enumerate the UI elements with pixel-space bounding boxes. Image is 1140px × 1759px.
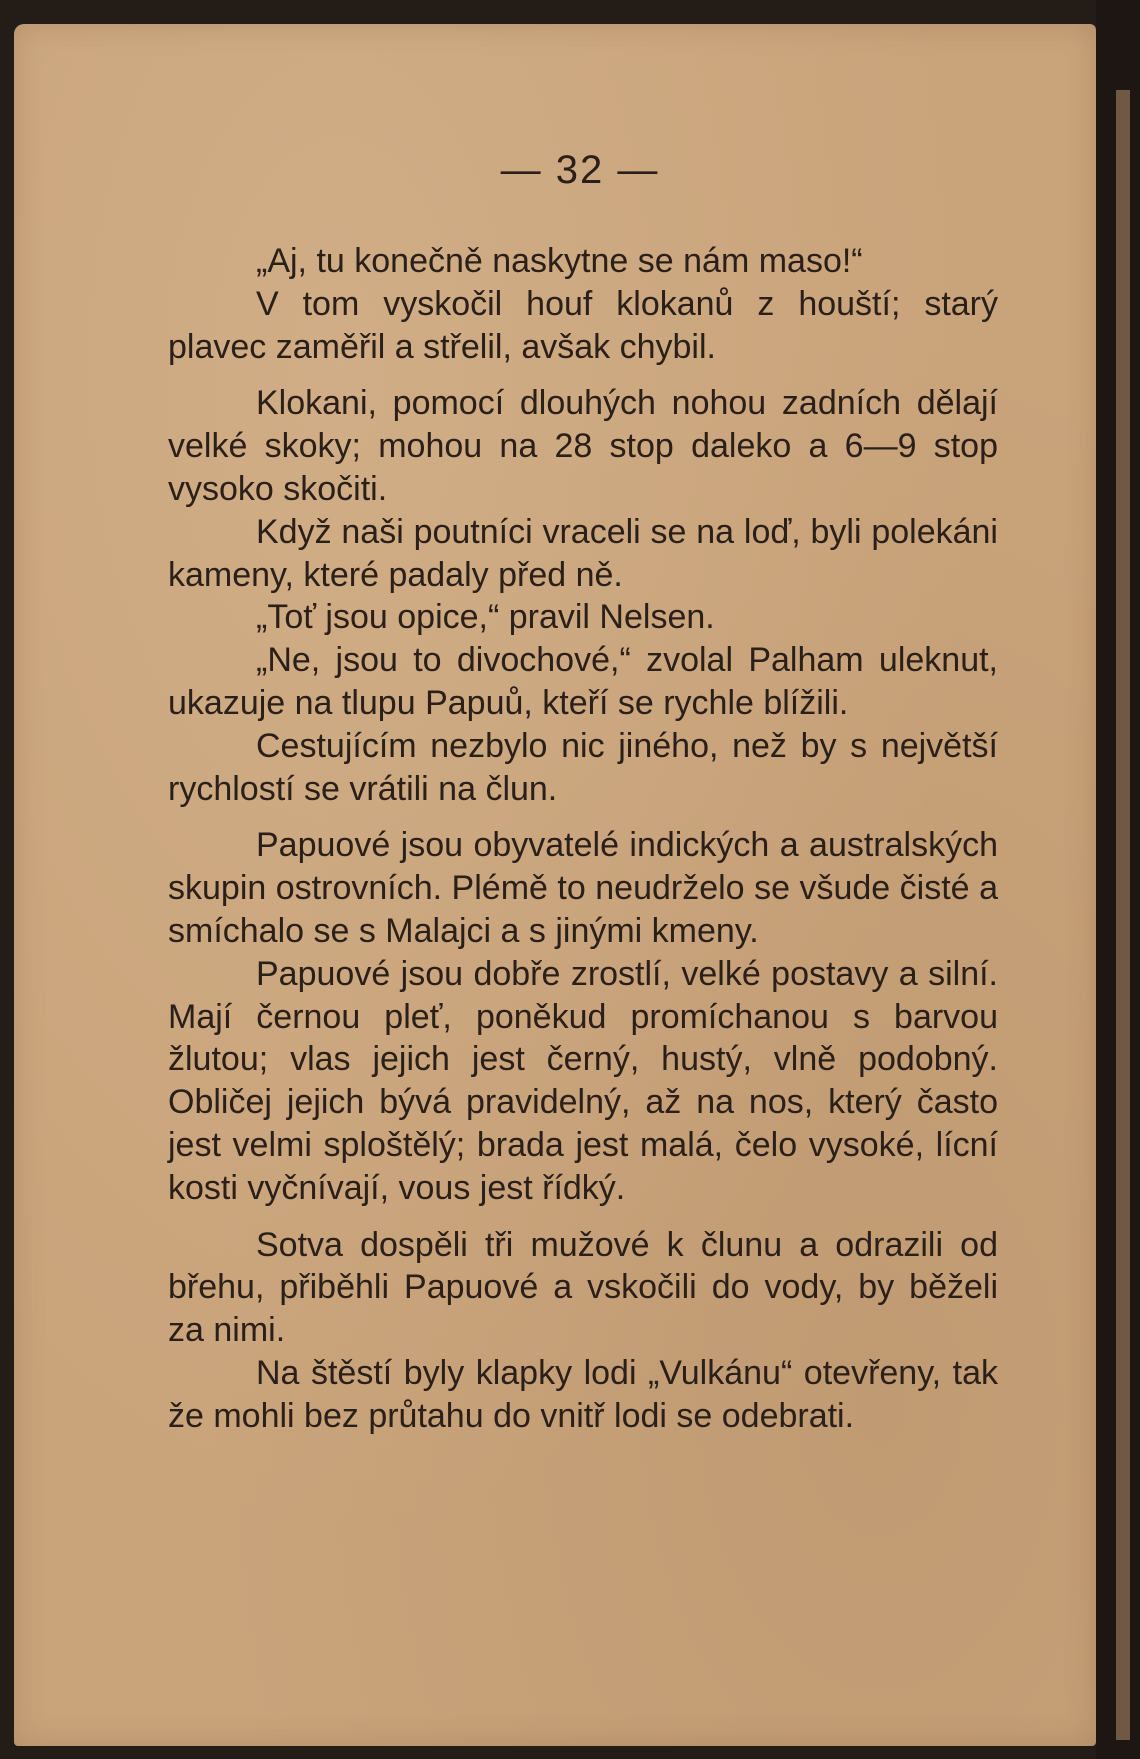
paragraph: Když naši poutníci vraceli se na loď, byli polekáni kameny, které padaly před ně. [168,512,998,594]
body-text [168,240,998,1438]
paragraph: Cestujícím nezbylo nic jiného, než by s největší rychlostí se vrátili na člun. [168,726,998,808]
paragraph: „Ne, jsou to divochové,“ zvolal Palham uleknut, ukazuje na tlupu Papuů, kteří se rychle blížili. [168,641,998,722]
paragraph: V tom vyskočil houf klokanů z houští; starý plavec zaměřil a střelil, avšak chybil. [168,284,998,366]
page-edge-shadow [1116,90,1130,1740]
paragraph: Sotva dospěli tři mužové k člunu a odrazili od břehu, přiběhli Papuové a vskočili do vody, by běželi za nimi. [168,1225,998,1350]
paragraph: Klokani, pomocí dlouhých nohou zadních dělají velké skoky; mohou na 28 stop daleko a 6—9 stop vysoko skočiti. [168,384,998,508]
page-number: — 32 — [500,148,660,192]
paragraph: Papuové jsou obyvatelé indických a australských skupin ostrovních. Plémě to neudrželo se všude čisté a smíchalo se s Malajci a s jinými kmeny. [168,826,998,950]
paragraph: „Toť jsou opice,“ pravil Nelsen. [256,598,715,637]
paragraph: Na štěstí byly klapky lodi „Vulkánu“ otevřeny, tak že mohli bez průtahu do vnitř lodi se odebrati. [168,1353,998,1435]
paragraph: Papuové jsou dobře zrostlí, velké postavy a silní. Mají černou pleť, poněkud promíchanou s barvou žlutou; vlas jejich jest černý, hustý, vlně podobný. Obličej jejich bývá pravidelný, až na nos, který často jest velmi sploštělý; brada jest malá, čelo vysoké, lícní kosti vyčnívají, vous jest řídký. [168,954,998,1207]
paragraph: „Aj, tu konečně naskytne se nám maso!“ [256,242,863,280]
